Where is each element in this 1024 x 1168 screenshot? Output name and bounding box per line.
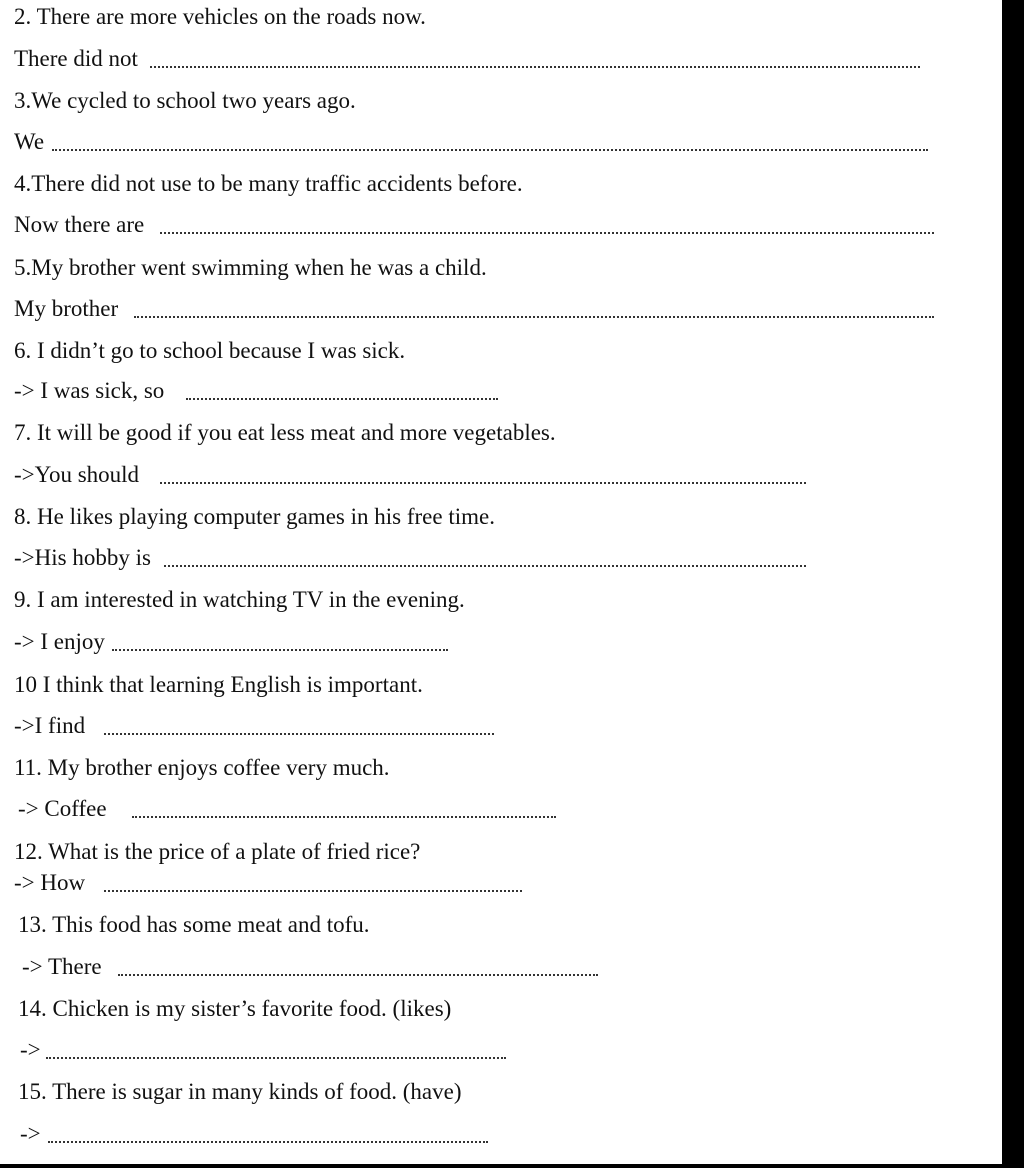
answer-6-blank[interactable] [186, 398, 498, 400]
answer-15-prompt: -> [20, 1121, 41, 1146]
question-8-text: 8. He likes playing computer games in his free time. [14, 504, 495, 529]
answer-10-blank[interactable] [104, 733, 494, 735]
answer-13-blank[interactable] [118, 974, 598, 976]
page-edge-bottom [0, 1164, 1024, 1168]
answer-9-prompt: -> I enjoy [14, 629, 105, 654]
question-13-text: 13. This food has some meat and tofu. [18, 912, 370, 937]
question-15-text: 15. There is sugar in many kinds of food. (have) [18, 1079, 462, 1104]
question-12-text: 12. What is the price of a plate of fried rice? [14, 839, 421, 864]
answer-14-prompt: -> [20, 1037, 41, 1062]
answer-3-prompt: We [14, 129, 45, 154]
answer-9-blank[interactable] [112, 649, 448, 651]
answer-8-prompt: ->His hobby is [14, 545, 151, 570]
answer-4-blank[interactable] [160, 232, 934, 234]
answer-15-blank[interactable] [48, 1141, 488, 1143]
answer-14-blank[interactable] [46, 1057, 506, 1059]
answer-7-prompt: ->You should [14, 462, 140, 487]
answer-5-prompt: My brother [14, 296, 119, 321]
answer-3-blank[interactable] [52, 149, 928, 151]
question-3-text: 3.We cycled to school two years ago. [14, 88, 356, 113]
answer-10-prompt: ->I find [14, 713, 86, 738]
question-7-text: 7. It will be good if you eat less meat and more vegetables. [14, 420, 556, 445]
answer-4-prompt: Now there are [14, 212, 145, 237]
question-10-text: 10 I think that learning English is important. [14, 672, 423, 697]
page-edge-right [1002, 0, 1024, 1168]
question-5-text: 5.My brother went swimming when he was a child. [14, 255, 487, 280]
answer-8-blank[interactable] [164, 565, 806, 567]
answer-12-blank[interactable] [104, 890, 522, 892]
question-11-text: 11. My brother enjoys coffee very much. [14, 755, 390, 780]
answer-6-prompt: -> I was sick, so [14, 378, 165, 403]
answer-2-blank[interactable] [150, 66, 920, 68]
answer-7-blank[interactable] [160, 482, 806, 484]
question-2-text: 2. There are more vehicles on the roads now. [14, 4, 426, 29]
question-4-text: 4.There did not use to be many traffic accidents before. [14, 171, 523, 196]
question-6-text: 6. I didn’t go to school because I was sick. [14, 338, 406, 363]
answer-13-prompt: -> There [22, 954, 102, 979]
answer-11-blank[interactable] [132, 816, 556, 818]
question-9-text: 9. I am interested in watching TV in the evening. [14, 587, 465, 612]
answer-11-prompt: -> Coffee [18, 796, 107, 821]
answer-12-prompt: -> How [14, 870, 86, 895]
answer-2-prompt: There did not [14, 46, 138, 71]
question-14-text: 14. Chicken is my sister’s favorite food. (likes) [18, 996, 452, 1021]
answer-5-blank[interactable] [134, 316, 934, 318]
